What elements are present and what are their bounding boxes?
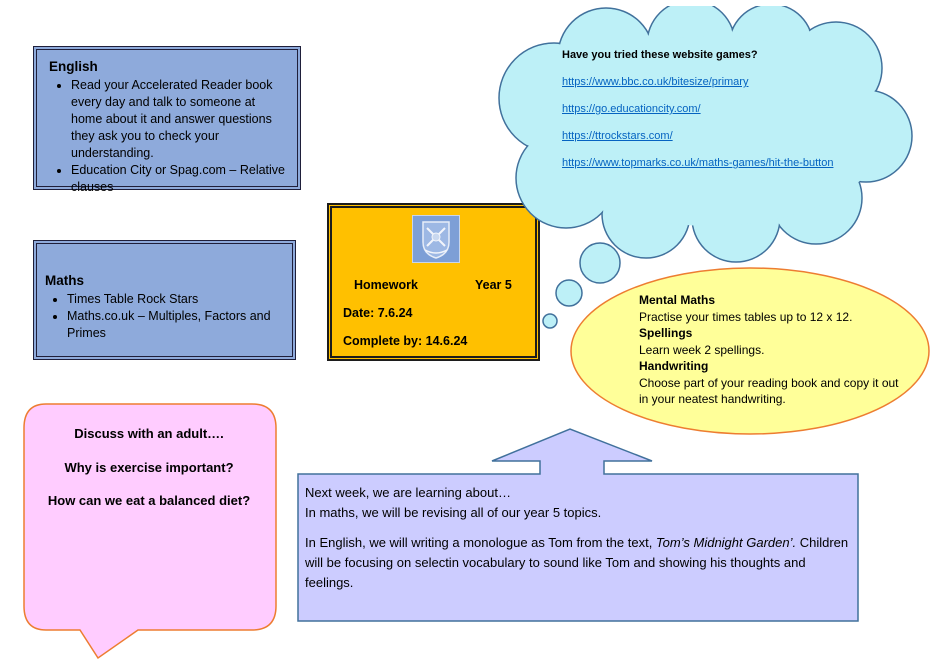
spellings-title: Spellings bbox=[639, 326, 693, 340]
year-label: Year 5 bbox=[475, 278, 512, 292]
discuss-content bbox=[40, 426, 258, 527]
discuss-line-1: Discuss with an adult…. bbox=[74, 426, 224, 441]
english-item-reader: • Read your Accelerated Reader book every day and talk to someone at home about it and answer questions they ask you to check your understanding. bbox=[71, 77, 287, 162]
maths-item-ttrs: • Times Table Rock Stars bbox=[67, 291, 282, 308]
discuss-line-3: How can we eat a balanced diet? bbox=[47, 493, 251, 508]
discuss-line-2: Why is exercise important? bbox=[64, 459, 234, 475]
spellings-text: Learn week 2 spellings. bbox=[639, 342, 765, 357]
next-week-maths: In maths, we will be revising all of our year 5 topics. bbox=[305, 505, 602, 520]
date-label: Date: 7.6.24 bbox=[343, 306, 413, 320]
link-bbc-bitesize[interactable]: https://www.bbc.co.uk/bitesize/primary bbox=[562, 76, 749, 88]
oval-content bbox=[639, 292, 899, 408]
link-education-city[interactable]: https://go.educationcity.com/ bbox=[562, 103, 701, 115]
english-item-education-city: • Education City or Spag.com – Relative clauses bbox=[71, 162, 287, 196]
link-ttrockstars[interactable]: https://ttrockstars.com/ bbox=[562, 130, 673, 142]
handwriting-title: Handwriting bbox=[639, 359, 709, 373]
book-title: Tom’s Midnight Garden’. bbox=[655, 535, 797, 550]
english-list bbox=[49, 77, 287, 196]
next-week-english-start: In English, we will writing a monologue as Tom from the text, bbox=[305, 535, 656, 550]
handwriting-text: Choose part of your reading book and copy it out in your neatest handwriting. bbox=[639, 375, 899, 406]
homework-label: Homework bbox=[354, 278, 418, 292]
maths-title: Maths bbox=[45, 273, 85, 288]
mental-maths-text: Practise your times tables up to 12 x 12. bbox=[639, 309, 853, 324]
next-week-intro: Next week, we are learning about… bbox=[305, 485, 511, 500]
mental-maths-title: Mental Maths bbox=[639, 293, 716, 307]
school-crest-icon bbox=[412, 215, 460, 263]
english-box bbox=[33, 46, 301, 194]
maths-box bbox=[33, 240, 296, 360]
cloud-title: Have you tried these website games? bbox=[562, 49, 758, 61]
next-week-english-end: Children will be focusing on selectin vocabulary to sound like Tom and showing his thoughts and feelings. bbox=[305, 535, 849, 590]
link-topmarks-hit-the-button[interactable]: https://www.topmarks.co.uk/maths-games/hit-the-button bbox=[562, 157, 834, 169]
next-week-paragraph-1 bbox=[305, 483, 850, 523]
maths-item-mathscouk: • Maths.co.uk – Multiples, Factors and Primes bbox=[67, 308, 282, 342]
complete-by-label: Complete by: 14.6.24 bbox=[343, 334, 468, 348]
maths-list bbox=[45, 291, 282, 342]
cloud-content bbox=[562, 48, 842, 183]
english-title: English bbox=[49, 59, 98, 74]
next-week-content bbox=[305, 483, 850, 603]
next-week-paragraph-2 bbox=[305, 533, 850, 593]
